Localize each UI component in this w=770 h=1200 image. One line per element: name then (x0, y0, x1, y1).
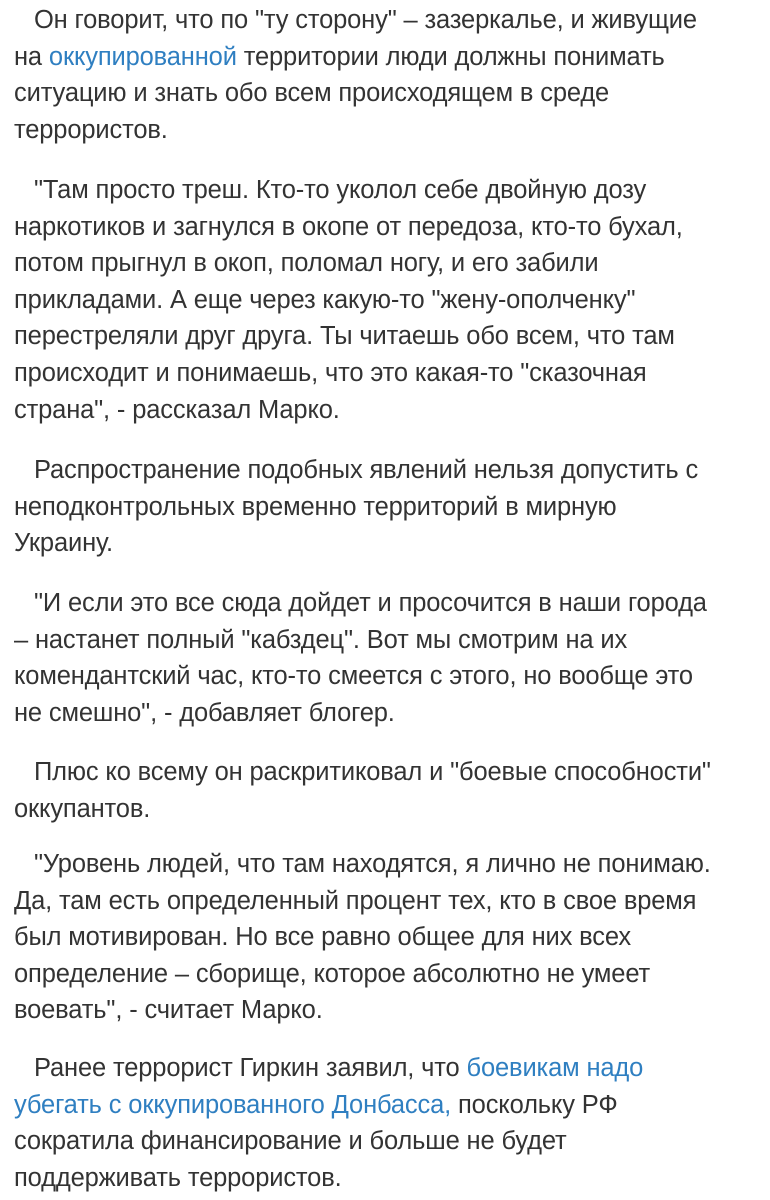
text-line: не смешно", - добавляет блогер. (14, 698, 395, 727)
text-fragment: на (14, 42, 49, 71)
text-line-with-link (14, 1087, 754, 1124)
text-fragment: поскольку РФ (451, 1090, 618, 1119)
text-line: "И если это все сюда дойдет и просочится в наши города (34, 589, 707, 617)
text-line: Украину. (14, 529, 113, 558)
text-line: террористов. (14, 115, 168, 144)
text-line: оккупантов. (14, 794, 151, 823)
text-line: "Там просто треш. Кто-то уколол себе двойную дозу (34, 176, 647, 204)
text-line: – настанет полный "кабздец". Вот мы смотрим на их (14, 625, 628, 654)
text-line: был мотивирован. Но все равно общее для них всех (14, 923, 631, 952)
occupied-territory-link[interactable]: оккупированной (48, 42, 237, 71)
text-line: потом прыгнул в окоп, поломал ногу, и его забили (14, 249, 599, 278)
text-fragment: территории люди должны понимать (236, 42, 665, 71)
text-line: сократила финансирование и больше не будет (14, 1127, 567, 1156)
text-line: Да, там есть определенный процент тех, кто в свое время (14, 886, 697, 915)
text-fragment: Ранее террорист Гиркин заявил, что (34, 1054, 467, 1082)
paragraph-7 (14, 1050, 754, 1196)
paragraph-6 (14, 846, 754, 1029)
text-line: воевать", - считает Марко. (14, 996, 323, 1025)
text-line: перестреляли друг друга. Ты читаешь обо всем, что там (14, 322, 675, 351)
text-line: наркотиков и загнулся в окопе от передоза, кто-то бухал, (14, 212, 683, 241)
text-line: прикладами. А еще через какую-то "жену-ополченку" (14, 285, 636, 314)
text-line: Он говорит, что по "ту сторону" – зазеркалье, и живущие (34, 6, 697, 34)
paragraph-5 (14, 754, 754, 827)
text-line: определение – сборище, которое абсолютно не умеет (14, 959, 651, 988)
text-line: комендантский час, кто-то смеется с этого, но вообще это (14, 662, 693, 691)
text-line: ситуацию и знать обо всем происходящем в среде (14, 79, 610, 108)
text-line-with-link (14, 1050, 754, 1087)
text-line: происходит и понимаешь, что это какая-то "сказочная (14, 358, 647, 387)
paragraph-1 (14, 2, 754, 148)
text-line: страна", - рассказал Марко. (14, 395, 340, 424)
text-line: "Уровень людей, что там находятся, я лично не понимаю. (34, 850, 711, 878)
text-line: поддерживать террористов. (14, 1163, 342, 1192)
text-line: Плюс ко всему он раскритиковал и "боевые способности" (34, 758, 711, 786)
text-line: неподконтрольных временно территорий в мирную (14, 492, 617, 521)
paragraph-2 (14, 172, 754, 428)
text-line-with-link (14, 39, 754, 76)
text-line: Распространение подобных явлений нельзя допустить с (34, 456, 699, 484)
paragraph-3 (14, 452, 754, 562)
girkin-news-link[interactable]: боевикам надо (466, 1054, 644, 1082)
girkin-news-link-continued[interactable]: убегать с оккупированного Донбасса, (14, 1090, 452, 1119)
paragraph-4 (14, 585, 754, 731)
